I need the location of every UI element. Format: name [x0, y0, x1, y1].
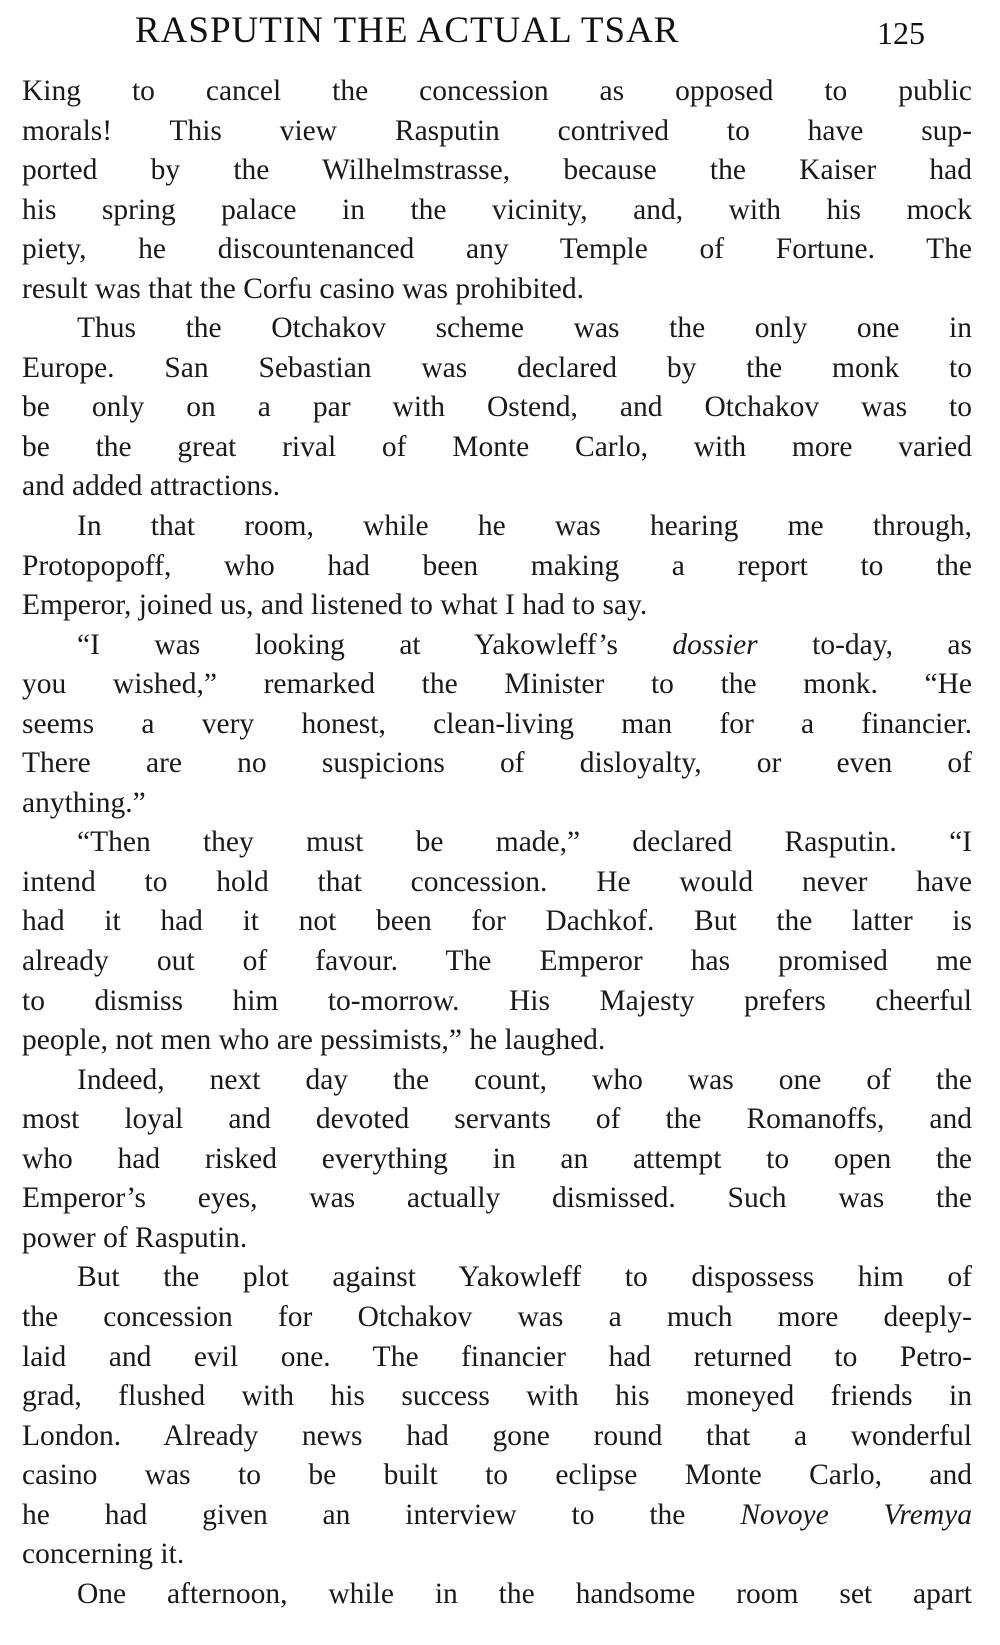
- text-line: [22, 784, 972, 824]
- text-line: [22, 863, 972, 903]
- text-line: [22, 1377, 972, 1417]
- text-run: you wished,” remarked the Minister to the monk. “He: [22, 668, 972, 701]
- italic-text-run: Novoye Vremya: [740, 1498, 972, 1531]
- text-run: casino was to be built to eclipse Monte Carlo, and: [22, 1459, 972, 1492]
- text-line: [22, 665, 972, 705]
- text-run: “I was looking at Yakowleff’s: [77, 628, 673, 661]
- text-line: [22, 112, 972, 152]
- text-run: already out of favour. The Emperor has promised me: [22, 945, 972, 978]
- text-line: [22, 744, 972, 784]
- text-line: [22, 942, 972, 982]
- text-line: [22, 230, 972, 270]
- text-run: “Then they must be made,” declared Rasputin. “I: [77, 826, 972, 859]
- text-run: ported by the Wilhelmstrasse, because the Kaiser had: [22, 154, 972, 187]
- text-run: Emperor’s eyes, was actually dismissed. Such was the: [22, 1182, 972, 1215]
- text-line: [22, 547, 972, 587]
- text-run: people, not men who are pessimists,” he laughed.: [22, 1024, 606, 1057]
- text-line: [22, 1258, 972, 1298]
- text-line: [22, 1456, 972, 1496]
- text-run: intend to hold that concession. He would never have: [22, 865, 972, 898]
- text-line: [22, 72, 972, 112]
- text-line: [22, 1179, 972, 1219]
- text-line: [22, 705, 972, 745]
- italic-text-run: dossier: [672, 628, 758, 661]
- text-line: [22, 191, 972, 231]
- text-run: Protopopoff, who had been making a report to the: [22, 549, 972, 582]
- text-line: [22, 309, 972, 349]
- text-run: to-day, as: [757, 628, 972, 661]
- text-run: London. Already news had gone round that a wonderful: [22, 1419, 972, 1452]
- body-text: [22, 72, 972, 1614]
- text-line: [22, 349, 972, 389]
- text-line: [22, 428, 972, 468]
- text-run: Europe. San Sebastian was declared by the monk to: [22, 351, 972, 384]
- text-run: morals! This view Rasputin contrived to have sup-: [22, 114, 972, 147]
- text-run: Indeed, next day the count, who was one of the: [77, 1063, 972, 1096]
- text-line: [22, 388, 972, 428]
- text-line: [22, 1140, 972, 1180]
- text-line: [22, 1496, 972, 1536]
- text-run: to dismiss him to-morrow. His Majesty prefers cheerful: [22, 984, 972, 1017]
- text-run: laid and evil one. The financier had returned to Petro-: [22, 1340, 972, 1373]
- text-run: seems a very honest, clean-living man for a financier.: [22, 707, 972, 740]
- text-run: Emperor, joined us, and listened to what I had to say.: [22, 589, 648, 622]
- text-run: But the plot against Yakowleff to dispossess him of: [77, 1261, 972, 1294]
- text-run: grad, flushed with his success with his moneyed friends in: [22, 1380, 972, 1413]
- text-line: [22, 1535, 972, 1575]
- page-number: 125: [877, 15, 925, 51]
- text-run: who had risked everything in an attempt to open the: [22, 1142, 972, 1175]
- text-run: There are no suspicions of disloyalty, or even of: [22, 747, 972, 780]
- text-line: [22, 1338, 972, 1378]
- text-run: and added attractions.: [22, 470, 281, 503]
- text-line: [22, 1298, 972, 1338]
- text-run: had it had it not been for Dachkof. But the latter is: [22, 905, 972, 938]
- text-run: the concession for Otchakov was a much more deeply-: [22, 1300, 972, 1333]
- text-line: [22, 823, 972, 863]
- text-run: power of Rasputin.: [22, 1221, 248, 1254]
- text-run: King to cancel the concession as opposed to public: [22, 75, 972, 107]
- text-line: [22, 1021, 972, 1061]
- text-line: [22, 467, 972, 507]
- text-line: [22, 270, 972, 310]
- text-run: In that room, while he was hearing me through,: [77, 510, 972, 543]
- text-line: [22, 1575, 972, 1615]
- text-line: [22, 1100, 972, 1140]
- text-run: be the great rival of Monte Carlo, with more varied: [22, 430, 972, 463]
- text-run: anything.”: [22, 786, 146, 819]
- text-line: [22, 982, 972, 1022]
- text-line: [22, 1061, 972, 1101]
- text-run: result was that the Corfu casino was prohibited.: [22, 272, 585, 305]
- text-run: his spring palace in the vicinity, and, with his mock: [22, 193, 972, 226]
- text-line: [22, 151, 972, 191]
- text-run: concerning it.: [22, 1538, 185, 1571]
- text-line: [22, 507, 972, 547]
- text-line: [22, 626, 972, 666]
- text-run: most loyal and devoted servants of the Romanoffs, and: [22, 1103, 972, 1136]
- text-run: Thus the Otchakov scheme was the only one in: [77, 312, 972, 345]
- text-run: be only on a par with Ostend, and Otchakov was to: [22, 391, 972, 424]
- text-line: [22, 1417, 972, 1457]
- running-head-title: RASPUTIN THE ACTUAL TSAR: [135, 10, 680, 51]
- text-line: [22, 1219, 972, 1259]
- text-run: piety, he discountenanced any Temple of Fortune. The: [22, 233, 972, 266]
- text-line: [22, 586, 972, 626]
- text-line: [22, 902, 972, 942]
- text-run: he had given an interview to the: [22, 1498, 741, 1531]
- running-head: [0, 6, 1000, 56]
- text-run: One afternoon, while in the handsome room set apart: [77, 1577, 972, 1610]
